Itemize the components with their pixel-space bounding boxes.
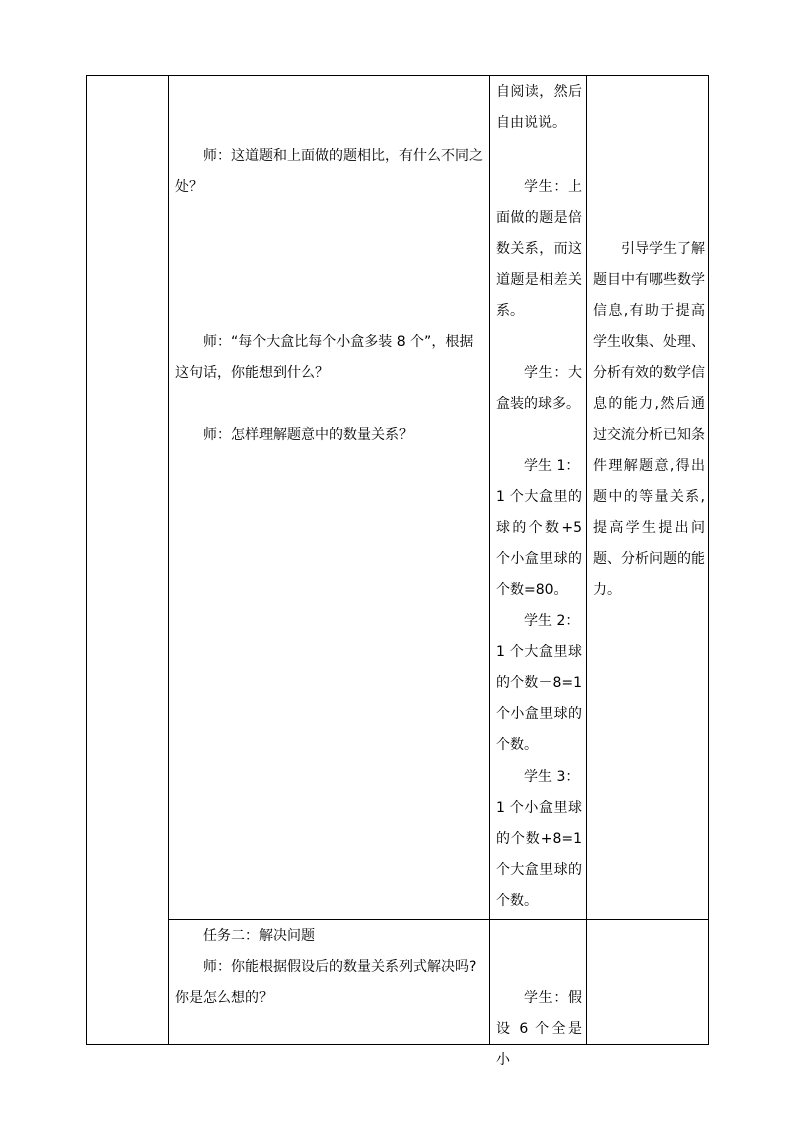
stage-column-cell bbox=[87, 76, 169, 1045]
student-2-text: 1 个大盒里球的个数－8=1 个小盒里球的个数。 bbox=[496, 644, 582, 753]
teacher-question-2: 师：“每个大盒比每个小盒多装 8 个”，根据这句话，你能想到什么？ bbox=[175, 334, 474, 381]
student-2-answer bbox=[496, 606, 582, 761]
design-intent-cell bbox=[587, 76, 709, 920]
student-3-label: 学生 3： bbox=[524, 769, 580, 785]
teacher-activity-cell-2 bbox=[169, 920, 490, 1045]
student-1-answer bbox=[496, 451, 582, 606]
student-text-continued: 自阅读，然后自由说说。 bbox=[496, 84, 582, 131]
design-intent-text: 引导学生了解题目中有哪些数学信息,有助于提高学生收集、处理、分析有效的数学信息的能力,然后通过交流分析已知条件理解题意,得出题中的等量关系,提高学生提出问题、分析问题的能力。 bbox=[593, 241, 705, 598]
student-answer-assume-text: 学生：假设 6 个全是小 bbox=[496, 990, 582, 1068]
student-1-label: 学生 1： bbox=[524, 458, 580, 474]
student-answer-1-text: 学生：上面做的题是倍数关系，而这道题是相差关系。 bbox=[496, 179, 582, 319]
student-answer-1 bbox=[496, 172, 582, 327]
student-2-label: 学生 2： bbox=[524, 613, 580, 629]
student-answer-2-text: 学生：大盒装的球多。 bbox=[496, 365, 582, 412]
student-activity-cell-2 bbox=[490, 920, 587, 1068]
table-row bbox=[87, 920, 709, 1045]
student-3-answer bbox=[496, 762, 582, 917]
table-row bbox=[87, 76, 709, 920]
student-answer-assume bbox=[496, 983, 582, 1076]
teacher-activity-cell bbox=[169, 76, 490, 920]
student-activity-cell bbox=[490, 76, 587, 920]
design-intent-cell-2 bbox=[587, 920, 709, 1045]
teacher-question-3: 师：怎样理解题意中的数量关系？ bbox=[203, 427, 413, 443]
student-1-text: 1 个大盒里的球的个数+5 个小盒里球的个数=80。 bbox=[496, 489, 582, 598]
lesson-plan-table bbox=[86, 75, 709, 1068]
task-two-heading: 任务二：解决问题 bbox=[203, 928, 315, 944]
teacher-question-4: 师：你能根据假设后的数量关系列式解决吗?你是怎么想的？ bbox=[175, 959, 477, 1006]
student-answer-2 bbox=[496, 358, 582, 420]
teacher-question-1: 师：这道题和上面做的题相比，有什么不同之处？ bbox=[175, 148, 483, 195]
student-3-text: 1 个小盒里球的个数+8=1 个大盒里球的个数。 bbox=[496, 800, 582, 909]
